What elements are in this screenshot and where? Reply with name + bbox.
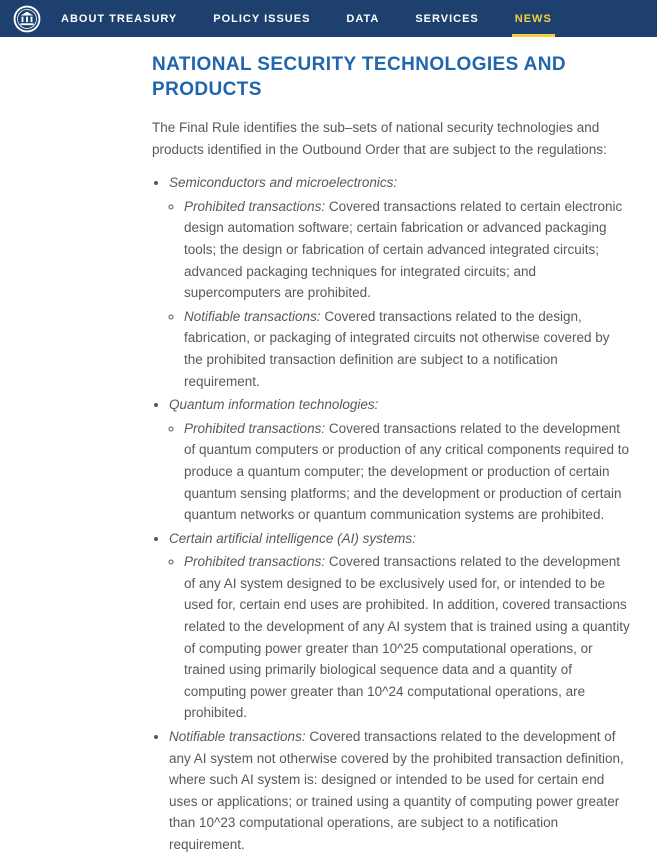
treasury-seal-logo[interactable] [13, 5, 41, 33]
nav-item-policy-issues[interactable]: POLICY ISSUES [213, 12, 311, 25]
transaction-description: Covered transactions related to the development of any AI system not otherwise covered by the prohibited transaction definition, where such AI system is: designed or intended to be used for certain end uses or applications; or trained using a quantity of computing power greater than 10^23 computational operations, are subject to a notification requirement. [169, 729, 624, 852]
nav-item-news[interactable] [515, 0, 552, 37]
transaction-description: Covered transactions related to the development of quantum computers or production of any critical components required to produce a quantum computer; the development or production of certain quantum sensing platforms; and the development or production of certain quantum networks or quantum communication systems are prohibited. [184, 420, 629, 523]
main-content [0, 37, 657, 856]
list-item-semiconductors [169, 172, 630, 392]
transaction-type-label: Prohibited transactions: [184, 420, 326, 436]
nav-item-services[interactable]: SERVICES [415, 12, 479, 25]
nav-items [61, 0, 588, 37]
transaction-type-label: Notifiable transactions: [184, 308, 321, 324]
category-title: Semiconductors and microelectronics: [169, 175, 398, 191]
category-title: Quantum information technologies: [169, 397, 379, 413]
nav-item-data[interactable]: DATA [346, 12, 380, 25]
list-item-ai-notifiable [169, 726, 630, 856]
list-item-quantum-prohibited [184, 418, 630, 526]
nav-item-news-label: NEWS [514, 12, 552, 25]
intro-paragraph: The Final Rule identifies the sub–sets of national security technologies and products identified in the Outbound Order that are subject to the regulations: [152, 120, 607, 157]
list-item-semis-notifiable [184, 306, 630, 392]
list-item-ai [169, 528, 630, 724]
transaction-type-label: Prohibited transactions: [184, 198, 326, 214]
transaction-description: Covered transactions related to the design, fabrication, or packaging of integrated circuits not otherwise covered by the prohibited transaction definition are subject to a notification requirement. [184, 308, 610, 389]
semiconductors-sublist [169, 196, 630, 392]
nav-item-about-treasury[interactable]: ABOUT TREASURY [61, 12, 178, 25]
top-navigation [0, 0, 657, 37]
transaction-type-label: Notifiable transactions: [169, 729, 306, 745]
category-title: Certain artificial intelligence (AI) systems: [169, 530, 416, 546]
active-nav-underline [512, 34, 555, 37]
transaction-description: Covered transactions related to the development of any AI system designed to be exclusively used for, or intended to be used for, certain end uses are prohibited. In addition, covered transactions related to the development of any AI system that is trained using a quantity of computing power greater than 10^25 computational operations, or trained using primarily biological sequence data and a quantity of computing power greater than 10^24 computational operations, are prohibited. [184, 554, 630, 721]
technology-list [152, 172, 630, 855]
quantum-sublist [169, 418, 630, 526]
page-title: NATIONAL SECURITY TECHNOLOGIES AND PRODUCTS [152, 54, 567, 100]
list-item-ai-prohibited [184, 551, 630, 724]
transaction-type-label: Prohibited transactions: [184, 554, 326, 570]
ai-sublist [169, 551, 630, 724]
treasury-seal-icon [13, 5, 41, 33]
list-item-quantum [169, 394, 630, 526]
transaction-description: Covered transactions related to certain electronic design automation software; certain fabrication or advanced packaging tools; the design or fabrication of certain advanced integrated circuits; advanced packaging techniques for integrated circuits; and supercomputers are prohibited. [184, 198, 623, 301]
list-item-semis-prohibited [184, 196, 630, 304]
